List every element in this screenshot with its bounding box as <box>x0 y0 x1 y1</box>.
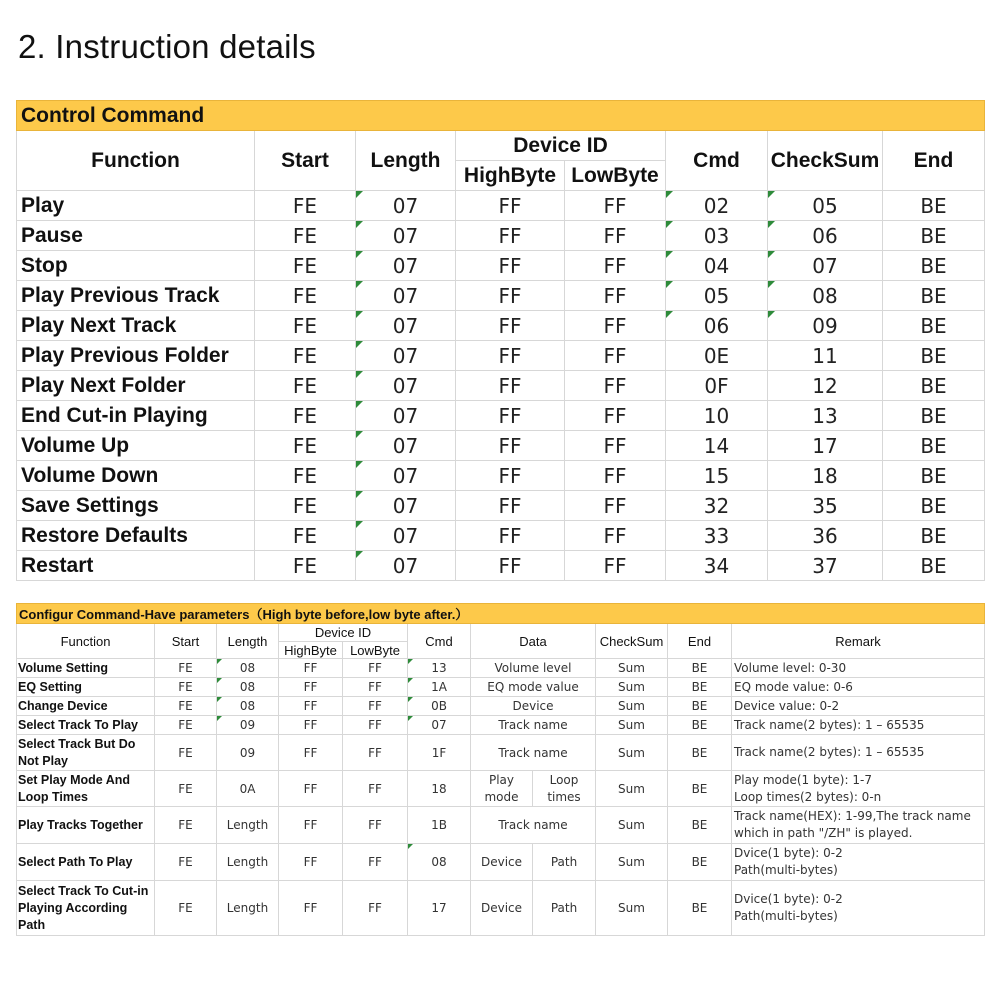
data-cell: Device <box>471 697 596 716</box>
checksum-cell: 35 <box>768 491 883 521</box>
data-cell: EQ mode value <box>471 678 596 697</box>
function-cell: Stop <box>17 251 255 281</box>
high-byte-cell: FF <box>279 881 343 936</box>
function-cell: End Cut-in Playing <box>17 401 255 431</box>
cmd-cell: 18 <box>408 771 471 807</box>
table-row <box>17 191 985 221</box>
cmd-cell: 34 <box>666 551 768 581</box>
high-byte-cell: FF <box>456 491 565 521</box>
length-cell: 07 <box>356 341 456 371</box>
data-cell: Track name <box>471 735 596 771</box>
low-byte-cell: FF <box>565 371 666 401</box>
start-cell: FE <box>255 521 356 551</box>
checksum-cell: Sum <box>596 735 668 771</box>
header-function: Function <box>17 624 155 659</box>
table-row <box>17 341 985 371</box>
length-cell: 07 <box>356 371 456 401</box>
table-row <box>17 697 985 716</box>
table-row <box>17 716 985 735</box>
start-cell: FE <box>255 251 356 281</box>
end-cell: BE <box>668 881 732 936</box>
cmd-cell: 0F <box>666 371 768 401</box>
start-cell: FE <box>155 881 217 936</box>
high-byte-cell: FF <box>456 251 565 281</box>
header-end: End <box>668 624 732 659</box>
high-byte-cell: FF <box>279 771 343 807</box>
low-byte-cell: FF <box>565 251 666 281</box>
length-cell: 0A <box>217 771 279 807</box>
low-byte-cell: FF <box>565 551 666 581</box>
start-cell: FE <box>255 371 356 401</box>
high-byte-cell: FF <box>456 461 565 491</box>
length-cell: 07 <box>356 401 456 431</box>
length-cell: Length <box>217 881 279 936</box>
high-byte-cell: FF <box>456 371 565 401</box>
start-cell: FE <box>155 735 217 771</box>
low-byte-cell: FF <box>565 491 666 521</box>
length-cell: 09 <box>217 735 279 771</box>
config-command-table <box>16 603 985 936</box>
start-cell: FE <box>255 551 356 581</box>
header-high-byte: HighByte <box>456 161 565 191</box>
end-cell: BE <box>883 431 985 461</box>
high-byte-cell: FF <box>456 521 565 551</box>
high-byte-cell: FF <box>279 735 343 771</box>
low-byte-cell: FF <box>343 716 408 735</box>
table-row <box>17 491 985 521</box>
length-cell: 07 <box>356 251 456 281</box>
checksum-cell: 11 <box>768 341 883 371</box>
start-cell: FE <box>255 281 356 311</box>
table-row <box>17 844 985 881</box>
low-byte-cell: FF <box>565 221 666 251</box>
end-cell: BE <box>883 371 985 401</box>
function-cell: Select Track To Cut-in Playing According Path <box>17 881 155 936</box>
header-length: Length <box>217 624 279 659</box>
function-cell: Play <box>17 191 255 221</box>
function-cell: Pause <box>17 221 255 251</box>
low-byte-cell: FF <box>343 771 408 807</box>
checksum-cell: 36 <box>768 521 883 551</box>
header-end: End <box>883 131 985 191</box>
cmd-cell: 04 <box>666 251 768 281</box>
low-byte-cell: FF <box>565 461 666 491</box>
checksum-cell: 13 <box>768 401 883 431</box>
low-byte-cell: FF <box>565 191 666 221</box>
remark-cell: Dvice(1 byte): 0-2 Path(multi-bytes) <box>732 881 985 936</box>
table-row <box>17 807 985 844</box>
length-cell: 07 <box>356 461 456 491</box>
high-byte-cell: FF <box>279 844 343 881</box>
header-checksum: CheckSum <box>596 624 668 659</box>
cmd-cell: 1B <box>408 807 471 844</box>
function-cell: Change Device <box>17 697 155 716</box>
cmd-cell: 03 <box>666 221 768 251</box>
start-cell: FE <box>255 311 356 341</box>
cmd-cell: 13 <box>408 659 471 678</box>
header-cmd: Cmd <box>666 131 768 191</box>
data-cell: Volume level <box>471 659 596 678</box>
low-byte-cell: FF <box>343 807 408 844</box>
start-cell: FE <box>155 807 217 844</box>
low-byte-cell: FF <box>343 881 408 936</box>
header-cmd: Cmd <box>408 624 471 659</box>
start-cell: FE <box>255 221 356 251</box>
cmd-cell: 1A <box>408 678 471 697</box>
function-cell: Save Settings <box>17 491 255 521</box>
end-cell: BE <box>883 551 985 581</box>
low-byte-cell: FF <box>343 735 408 771</box>
page-title: 2. Instruction details <box>18 28 316 65</box>
table-row <box>17 401 985 431</box>
data-cell-a: Device <box>471 844 533 881</box>
table-row <box>17 281 985 311</box>
length-cell: 07 <box>356 191 456 221</box>
end-cell: BE <box>883 251 985 281</box>
remark-cell: Dvice(1 byte): 0-2 Path(multi-bytes) <box>732 844 985 881</box>
checksum-cell: 08 <box>768 281 883 311</box>
data-cell-b: Path <box>533 844 596 881</box>
function-cell: Select Track To Play <box>17 716 155 735</box>
start-cell: FE <box>255 491 356 521</box>
function-cell: Play Next Track <box>17 311 255 341</box>
function-cell: Restart <box>17 551 255 581</box>
checksum-cell: 06 <box>768 221 883 251</box>
header-data: Data <box>471 624 596 659</box>
end-cell: BE <box>668 771 732 807</box>
cmd-cell: 05 <box>666 281 768 311</box>
remark-cell: Track name(2 bytes): 1 – 65535 <box>732 735 985 771</box>
start-cell: FE <box>155 678 217 697</box>
length-cell: 08 <box>217 697 279 716</box>
cmd-cell: 10 <box>666 401 768 431</box>
low-byte-cell: FF <box>343 678 408 697</box>
cmd-cell: 15 <box>666 461 768 491</box>
checksum-cell: 05 <box>768 191 883 221</box>
header-length: Length <box>356 131 456 191</box>
checksum-cell: Sum <box>596 844 668 881</box>
low-byte-cell: FF <box>565 431 666 461</box>
checksum-cell: Sum <box>596 659 668 678</box>
end-cell: BE <box>883 491 985 521</box>
table-row <box>17 771 985 807</box>
high-byte-cell: FF <box>279 697 343 716</box>
data-cell: Track name <box>471 716 596 735</box>
end-cell: BE <box>668 807 732 844</box>
length-cell: 08 <box>217 678 279 697</box>
cmd-cell: 1F <box>408 735 471 771</box>
start-cell: FE <box>155 771 217 807</box>
function-cell: Set Play Mode And Loop Times <box>17 771 155 807</box>
cmd-cell: 0B <box>408 697 471 716</box>
end-cell: BE <box>883 521 985 551</box>
checksum-cell: Sum <box>596 697 668 716</box>
table-row <box>17 551 985 581</box>
end-cell: BE <box>883 341 985 371</box>
high-byte-cell: FF <box>456 431 565 461</box>
length-cell: 07 <box>356 551 456 581</box>
header-start: Start <box>255 131 356 191</box>
table-row <box>17 521 985 551</box>
end-cell: BE <box>668 659 732 678</box>
end-cell: BE <box>668 735 732 771</box>
table-row <box>17 371 985 401</box>
table-row <box>17 311 985 341</box>
control-command-table <box>16 100 985 581</box>
low-byte-cell: FF <box>343 659 408 678</box>
header-high-byte: HighByte <box>279 642 343 659</box>
checksum-cell: Sum <box>596 881 668 936</box>
start-cell: FE <box>255 341 356 371</box>
function-cell: Play Previous Track <box>17 281 255 311</box>
cmd-cell: 02 <box>666 191 768 221</box>
end-cell: BE <box>668 716 732 735</box>
end-cell: BE <box>883 221 985 251</box>
checksum-cell: 18 <box>768 461 883 491</box>
header-start: Start <box>155 624 217 659</box>
high-byte-cell: FF <box>456 551 565 581</box>
checksum-cell: Sum <box>596 716 668 735</box>
header-checksum: CheckSum <box>768 131 883 191</box>
data-cell: Track name <box>471 807 596 844</box>
function-cell: Volume Up <box>17 431 255 461</box>
length-cell: 07 <box>356 491 456 521</box>
length-cell: 07 <box>356 431 456 461</box>
checksum-cell: 07 <box>768 251 883 281</box>
data-cell-b: Path <box>533 881 596 936</box>
low-byte-cell: FF <box>565 311 666 341</box>
cmd-cell: 08 <box>408 844 471 881</box>
function-cell: Play Next Folder <box>17 371 255 401</box>
checksum-cell: Sum <box>596 771 668 807</box>
checksum-cell: Sum <box>596 807 668 844</box>
checksum-cell: 17 <box>768 431 883 461</box>
cmd-cell: 06 <box>666 311 768 341</box>
cmd-cell: 14 <box>666 431 768 461</box>
start-cell: FE <box>155 844 217 881</box>
remark-cell: Play mode(1 byte): 1-7 Loop times(2 bytes): 0-n <box>732 771 985 807</box>
function-cell: Play Tracks Together <box>17 807 155 844</box>
end-cell: BE <box>668 697 732 716</box>
start-cell: FE <box>255 431 356 461</box>
config-command-band: Configur Command-Have parameters（High byte before,low byte after.） <box>17 604 985 624</box>
high-byte-cell: FF <box>279 716 343 735</box>
header-low-byte: LowByte <box>343 642 408 659</box>
function-cell: Play Previous Folder <box>17 341 255 371</box>
function-cell: Select Track But Do Not Play <box>17 735 155 771</box>
function-cell: Volume Setting <box>17 659 155 678</box>
low-byte-cell: FF <box>565 281 666 311</box>
low-byte-cell: FF <box>343 844 408 881</box>
cmd-cell: 17 <box>408 881 471 936</box>
start-cell: FE <box>255 401 356 431</box>
high-byte-cell: FF <box>456 191 565 221</box>
function-cell: EQ Setting <box>17 678 155 697</box>
table-row <box>17 678 985 697</box>
length-cell: 07 <box>356 521 456 551</box>
remark-cell: Track name(2 bytes): 1 – 65535 <box>732 716 985 735</box>
remark-cell: Track name(HEX): 1-99,The track name which in path "/ZH" is played. <box>732 807 985 844</box>
start-cell: FE <box>155 716 217 735</box>
start-cell: FE <box>155 659 217 678</box>
checksum-cell: 09 <box>768 311 883 341</box>
header-device-id: Device ID <box>279 624 408 642</box>
data-cell-b: Loop times <box>533 771 596 807</box>
table-row <box>17 251 985 281</box>
low-byte-cell: FF <box>343 697 408 716</box>
end-cell: BE <box>883 401 985 431</box>
high-byte-cell: FF <box>456 311 565 341</box>
start-cell: FE <box>255 191 356 221</box>
end-cell: BE <box>883 311 985 341</box>
high-byte-cell: FF <box>279 678 343 697</box>
length-cell: Length <box>217 807 279 844</box>
end-cell: BE <box>668 678 732 697</box>
length-cell: 07 <box>356 221 456 251</box>
cmd-cell: 0E <box>666 341 768 371</box>
remark-cell: EQ mode value: 0-6 <box>732 678 985 697</box>
low-byte-cell: FF <box>565 521 666 551</box>
cmd-cell: 32 <box>666 491 768 521</box>
control-command-band: Control Command <box>17 101 985 131</box>
table-row <box>17 221 985 251</box>
start-cell: FE <box>255 461 356 491</box>
checksum-cell: 12 <box>768 371 883 401</box>
function-cell: Volume Down <box>17 461 255 491</box>
header-remark: Remark <box>732 624 985 659</box>
low-byte-cell: FF <box>565 341 666 371</box>
function-cell: Select Path To Play <box>17 844 155 881</box>
table-row <box>17 461 985 491</box>
table-row <box>17 735 985 771</box>
start-cell: FE <box>155 697 217 716</box>
high-byte-cell: FF <box>279 807 343 844</box>
end-cell: BE <box>883 281 985 311</box>
end-cell: BE <box>668 844 732 881</box>
cmd-cell: 33 <box>666 521 768 551</box>
high-byte-cell: FF <box>279 659 343 678</box>
header-low-byte: LowByte <box>565 161 666 191</box>
high-byte-cell: FF <box>456 341 565 371</box>
length-cell: 07 <box>356 311 456 341</box>
remark-cell: Volume level: 0-30 <box>732 659 985 678</box>
length-cell: 09 <box>217 716 279 735</box>
high-byte-cell: FF <box>456 401 565 431</box>
end-cell: BE <box>883 191 985 221</box>
data-cell-a: Play mode <box>471 771 533 807</box>
table-row <box>17 659 985 678</box>
table-row <box>17 881 985 936</box>
length-cell: Length <box>217 844 279 881</box>
data-cell-a: Device <box>471 881 533 936</box>
remark-cell: Device value: 0-2 <box>732 697 985 716</box>
table-row <box>17 431 985 461</box>
length-cell: 08 <box>217 659 279 678</box>
high-byte-cell: FF <box>456 281 565 311</box>
end-cell: BE <box>883 461 985 491</box>
header-function: Function <box>17 131 255 191</box>
low-byte-cell: FF <box>565 401 666 431</box>
length-cell: 07 <box>356 281 456 311</box>
header-device-id: Device ID <box>456 131 666 161</box>
checksum-cell: 37 <box>768 551 883 581</box>
high-byte-cell: FF <box>456 221 565 251</box>
function-cell: Restore Defaults <box>17 521 255 551</box>
checksum-cell: Sum <box>596 678 668 697</box>
cmd-cell: 07 <box>408 716 471 735</box>
